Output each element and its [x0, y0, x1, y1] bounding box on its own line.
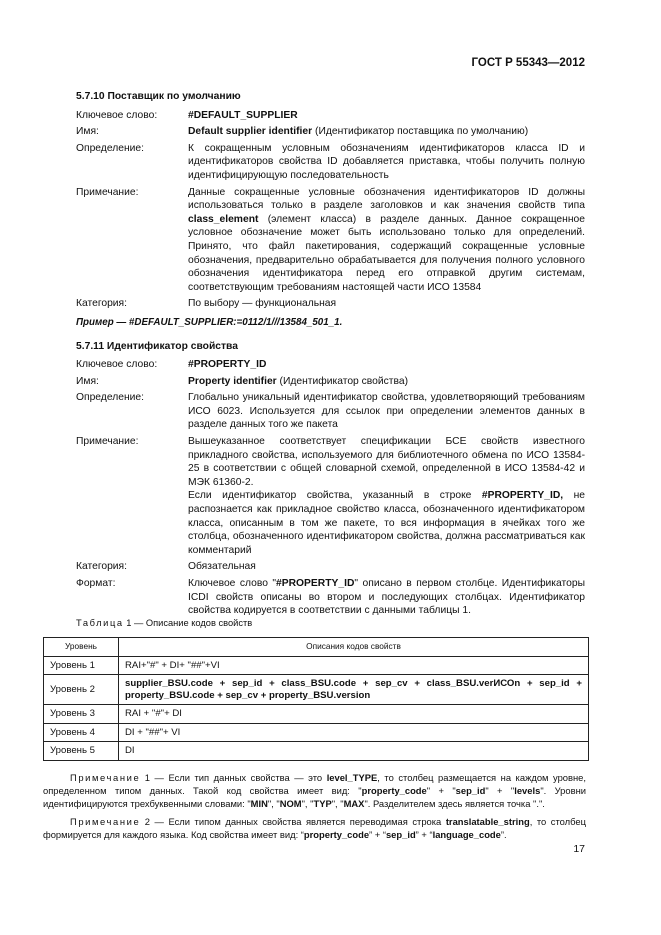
note-bold: sep_id [385, 828, 416, 840]
definition-label: Определение: [76, 392, 144, 404]
note-bold: sep_id [455, 784, 486, 796]
category-label: Категория: [76, 561, 127, 573]
note-label: Примечание: [76, 186, 139, 198]
name-bold: Property identifier [188, 375, 277, 387]
table-header-row [44, 638, 589, 657]
note-paragraph-2 [188, 489, 585, 557]
name-row [76, 375, 585, 389]
note-text-2: (элемент класса) в разделе данных. Данное сокращенное условное обозначение может быть использовано только для определений. Принято, что файл пакетирования, содержащий сокращенные условные обозначения, предварительно обрабатывается для получения полного условного обозначения идентификатора перед его отправкой другим системам, соответствующим требованиям настоящей части ИСО 13584 [188, 213, 585, 293]
note-value [188, 186, 585, 295]
note-bold: MIN [250, 797, 268, 809]
standard-header: ГОСТ Р 55343—2012 [471, 57, 585, 69]
definition-row [76, 142, 585, 183]
note-text: ", " [331, 797, 344, 809]
table-note-1 [43, 772, 586, 810]
note-text: " + " [426, 784, 456, 796]
format-row [76, 577, 585, 618]
table-caption-label: Таблица [76, 618, 124, 628]
level-cell: Уровень 2 [44, 675, 119, 705]
note-text: , то столбец размещается на каждом уровне, определенном типом данных. Такой код свойства имеет вид: " [43, 772, 586, 796]
category-row [76, 297, 585, 311]
keyword-value: #PROPERTY_ID [188, 359, 267, 371]
note-text: ", " [301, 797, 314, 809]
table-row [44, 742, 589, 761]
note-text: 2 — Если типом данных свойства является переводимая строка [140, 816, 446, 827]
note-text-2: не распознается как прикладное свойство класса, обозначенного идентификатором класса, описанным в том же пакете, то вся информация в ячейках того же столбца, обозначенного идентификатором свойства, должна рассматриваться как комментарий [188, 490, 585, 556]
section-5-7-11-title: 5.7.11 Идентификатор свойства [76, 340, 238, 352]
level-cell: Уровень 5 [44, 742, 119, 761]
note-text: ". Уровни идентифицируются трехбуквенными словами: " [43, 784, 586, 809]
category-value: Обязательная [188, 561, 256, 573]
description-cell: RAI + "#"+ DI [119, 705, 589, 724]
note-label: Примечание: [76, 436, 139, 448]
note-bold: property_code [361, 784, 427, 796]
keyword-label: Ключевое слово: [76, 109, 158, 121]
definition-value: К сокращенным условным обозначениям идентификаторов класса ID и идентификаторов свойства ID добавляется приставка, чтобы получить полную идентифицирующую последовательность [188, 142, 585, 181]
name-rest: (Идентификатор поставщика по умолчанию) [312, 126, 529, 138]
note-text: 1 — Если тип данных свойства — это [140, 772, 327, 783]
note-bold: class_element [188, 213, 259, 225]
table-row [44, 675, 589, 705]
note-bold: levels [514, 784, 541, 796]
name-row [76, 125, 585, 139]
name-value [188, 375, 585, 389]
description-cell: RAI+"#" + DI+ "##"+VI [119, 656, 589, 675]
note-text: ” + “ [369, 828, 386, 840]
table-caption-text: — Описание кодов свойств [131, 618, 253, 628]
note-text: " + " [485, 784, 515, 796]
note-text-1: Если идентификатор свойства, указанный в строке [188, 490, 482, 502]
definition-value: Глобально уникальный идентификатор свойства, удовлетворяющий требованиям ИСО 6023. Используется для ссылок при определении элементов данных в разделе данных того же пакета [188, 392, 585, 431]
description-cell: DI [119, 742, 589, 761]
format-text-1: Ключевое слово " [188, 578, 277, 589]
level-cell: Уровень 4 [44, 723, 119, 742]
main-content [76, 90, 585, 621]
keyword-label: Ключевое слово: [76, 359, 158, 371]
name-value [188, 125, 585, 139]
note-bold: TYP [313, 797, 332, 809]
category-label: Категория: [76, 298, 127, 310]
format-text-2: " описано в первом столбце. Идентификаторы ICDI свойств описаны во втором и последующих столбцах. Идентификатор свойства кодируется в соответствии с данными таблицы 1. [188, 578, 585, 617]
note-bold: level_TYPE [326, 772, 378, 783]
table-caption [76, 618, 252, 628]
format-bold: #PROPERTY_ID [276, 578, 355, 589]
note-value [188, 435, 585, 557]
note-row [76, 186, 585, 295]
note-text: ”. [500, 828, 507, 840]
note-text: ” + “ [415, 828, 433, 840]
keyword-value: #DEFAULT_SUPPLIER [188, 109, 298, 121]
note-bold: translatable_string [445, 816, 530, 827]
section-5-7-10-title: 5.7.10 Поставщик по умолчанию [76, 91, 241, 102]
header-level: Уровень [44, 638, 119, 657]
note-paragraph-1: Вышеуказанное соответствует спецификации БСЕ свойств известного прикладного свойства, используемого для библиотечного обмена по ИСО 13584-25 в соответствии с общей словарной схемой, определенной в ИСО 13584-42 и МЭК 61360-2. [188, 436, 585, 488]
keyword-row [76, 109, 585, 123]
format-value [188, 577, 585, 618]
note-bold: property_code [303, 828, 370, 840]
description-cell: DI + "##"+ VI [119, 723, 589, 742]
note-bold: MAX [343, 797, 365, 809]
note-bold: #PROPERTY_ID, [481, 490, 564, 502]
name-label: Имя: [76, 126, 99, 138]
example-line: Пример — #DEFAULT_SUPPLIER:=0112/1///13584_501_1. [76, 316, 343, 328]
description-cell: supplier_BSU.code + sep_id + class_BSU.code + sep_cv + class_BSU.verИСОn + sep_id + property_BSU.code + sep_cv + property_BSU.version [119, 675, 589, 705]
table-note-2 [43, 816, 586, 842]
level-cell: Уровень 3 [44, 705, 119, 724]
note-bold: NOM [279, 797, 302, 809]
note-text: ", " [267, 797, 280, 809]
page-number: 17 [573, 843, 585, 855]
note-text: , то столбец формируется для каждого языка. Код свойства имеет вид: “ [43, 816, 586, 840]
category-row [76, 560, 585, 574]
note-bold: language_code [432, 828, 501, 840]
header-description: Описания кодов свойств [119, 638, 589, 657]
format-label: Формат: [76, 578, 116, 589]
definition-label: Определение: [76, 142, 144, 154]
property-codes-table [43, 637, 589, 761]
note-text: ". Разделителем здесь является точка ".". [364, 797, 545, 809]
table-row [44, 656, 589, 675]
name-rest: (Идентификатор свойства) [276, 375, 408, 387]
name-bold: Default supplier identifier [188, 126, 313, 138]
note-text-1: Данные сокращенные условные обозначения идентификаторов ID должны использоваться только в разделе заголовков и как значения свойств типа [188, 186, 585, 212]
category-value: По выбору — функциональная [188, 298, 337, 310]
keyword-row [76, 358, 585, 372]
table-row [44, 723, 589, 742]
note-label: Примечание [70, 816, 141, 827]
note-label: Примечание [70, 772, 141, 783]
level-cell: Уровень 1 [44, 656, 119, 675]
definition-row [76, 391, 585, 432]
table-row [44, 705, 589, 724]
note-row [76, 435, 585, 557]
name-label: Имя: [76, 375, 99, 387]
table-caption-number: 1 [123, 618, 132, 628]
